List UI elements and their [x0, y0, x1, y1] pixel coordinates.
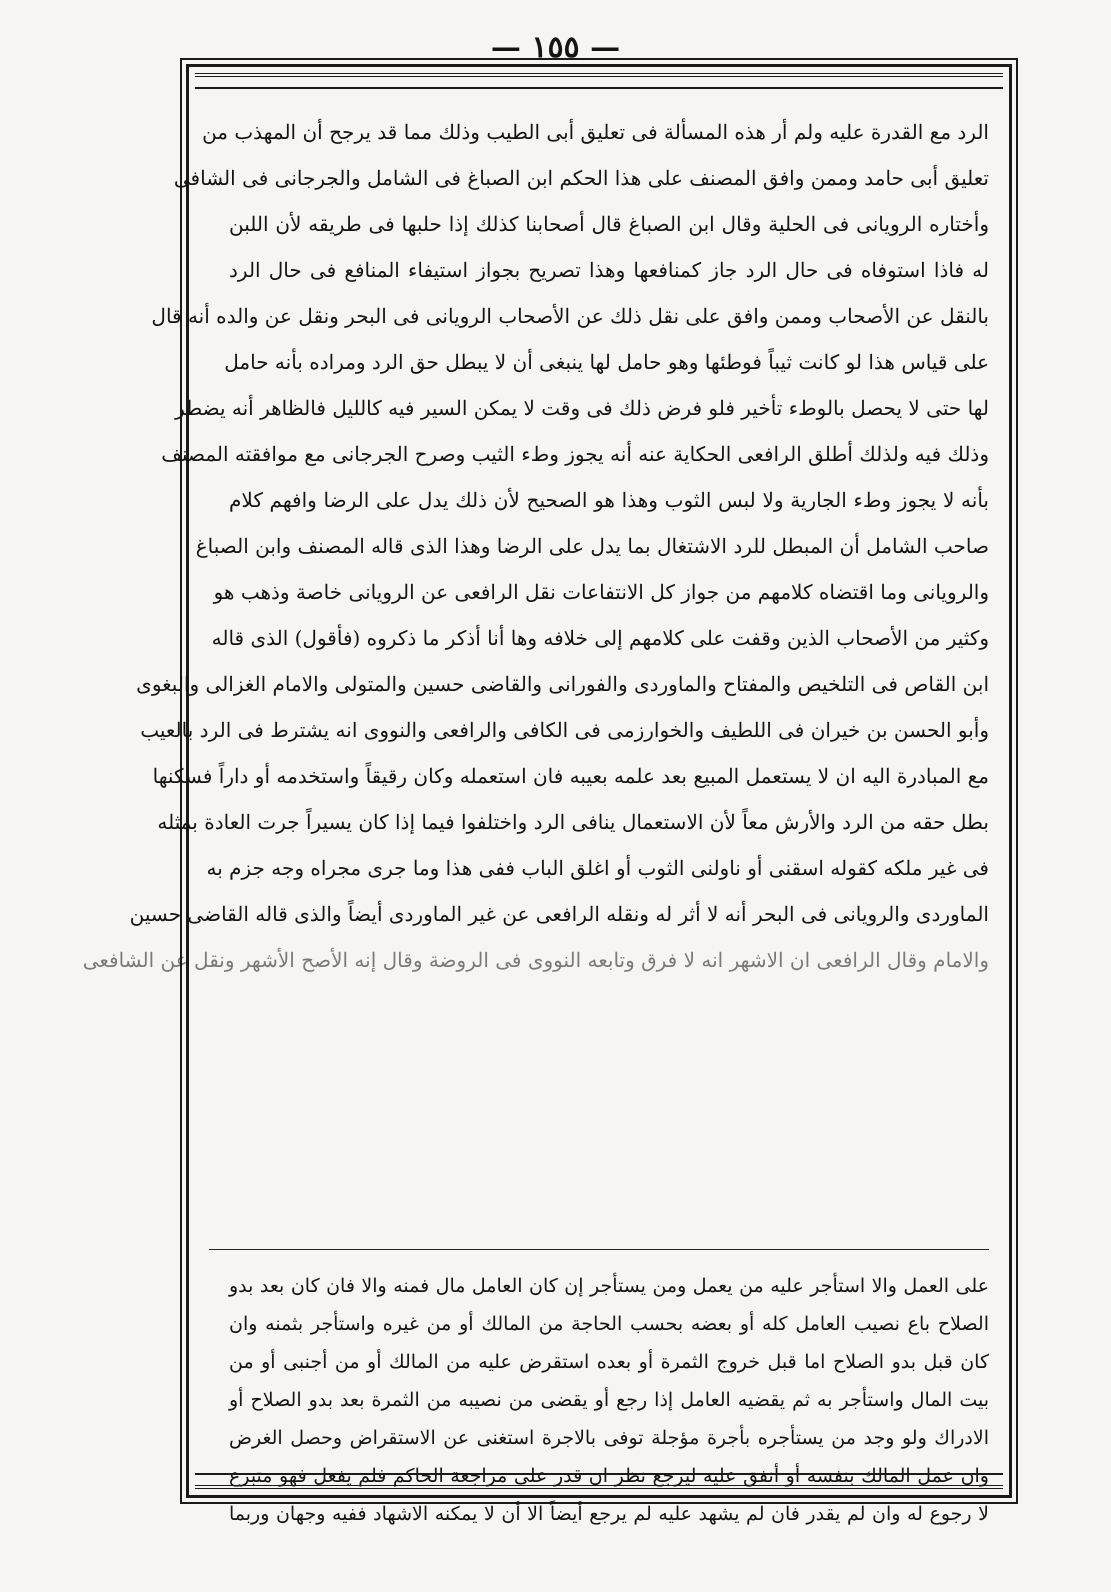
main-text-block [82, 109, 989, 1239]
text-line: الماوردى والرويانى فى البحر أنه لا أثر له ونقله الرافعى عن غير الماوردى أيضاً والذى قاله القاضى حسين [129, 902, 989, 926]
text-line: وأبو الحسن بن خيران فى اللطيف والخوارزمى فى الكافى والرافعى والنووى انه يشترط فى الرد بالعيب [140, 718, 989, 742]
text-line: له فاذا استوفاه فى حال الرد جاز كمنافعها وهذا تصريح بجواز استيفاء المنافع فى حال الرد [229, 258, 989, 282]
text-line: مع المبادرة اليه ان لا يستعمل المبيع بعد علمه بعيبه فان استعمله وكان رقيقاً واستخدمه أو داراً فسكنها [152, 764, 989, 788]
text-line: على قياس هذا لو كانت ثيباً فوطئها وهو حامل لها ينبغى أن لا يبطل حق الرد ومراده بأنه حامل [224, 350, 989, 374]
text-line: ابن القاص فى التلخيص والمفتاح والماوردى والفورانى والقاضى حسين والمتولى والامام الغزالى والبغوى [136, 672, 989, 696]
text-line: تعليق أبى حامد وممن وافق المصنف على هذا الحكم ابن الصباغ فى الشامل والجرجانى فى الشافى [173, 166, 989, 190]
footnote-line: كان قبل بدو الصلاح اما قبل خروج الثمرة أو بعده استقرض عليه من المالك أو من أجنبى أو من [229, 1351, 989, 1373]
text-line: صاحب الشامل أن المبطل للرد الاشتغال بما يدل على الرضا وهذا الذى قاله المصنف وابن الصباغ [195, 534, 989, 558]
text-line: وأختاره الرويانى فى الحلية وقال ابن الصباغ قال أصحابنا كذلك إذا حلبها فى طريقه لأن اللبن [229, 212, 989, 236]
footnote-block [229, 1267, 989, 1525]
text-line: بطل حقه من الرد والأرش معاً لأن الاستعمال ينافى الرد واختلفوا فيما إذا كان يسيراً جرت العادة بمثله [157, 810, 989, 834]
footnote-line: لا رجوع له وان لم يقدر فان لم يشهد عليه لم يرجع أيضاً الا أن لا يمكنه الاشهاد ففيه وجهان وربما [229, 1503, 989, 1525]
text-line: والرويانى وما اقتضاه كلامهم من جواز كل الانتفاعات نقل الرافعى عن الرويانى خاصة وذهب هو [213, 580, 989, 604]
page-number: — ١٥٥ — [490, 30, 621, 65]
footnote-line: الصلاح باع نصيب العامل كله أو بعضه بحسب الحاجة من المالك أو من غيره واستأجر بثمنه وان [229, 1313, 989, 1335]
footnote-separator [209, 1249, 989, 1250]
text-line: فى غير ملكه كقوله اسقنى أو ناولنى الثوب أو اغلق الباب ففى هذا وما جرى مجراه وجه جزم به [206, 856, 989, 880]
text-line: والامام وقال الرافعى ان الاشهر انه لا فرق وتابعه النووى فى الروضة وقال إنه الأصح الأشهر ونقل عن الشافعى [82, 948, 989, 972]
text-line: لها حتى لا يحصل بالوطء تأخير فلو فرض ذلك فى وقت لا يمكن السير فيه كالليل فالظاهر أنه يضطر [175, 396, 989, 420]
text-line: بأنه لا يجوز وطء الجارية ولا لبس الثوب وهذا هو الصحيح لأن ذلك يدل على الرضا وافهم كلام [229, 488, 989, 512]
footnote-line: على العمل والا استأجر عليه من يعمل ومن يستأجر إن كان العامل مال فمنه والا فان كان بعد بدو [229, 1275, 989, 1297]
text-line: وكثير من الأصحاب الذين وقفت على كلامهم إلى خلافه وها أنا أذكر ما ذكروه (فأقول) الذى قاله [211, 626, 989, 650]
footnote-line: الادراك ولو وجد من يستأجره بأجرة مؤجلة توفى بالاجرة استغنى عن الاستقراض وحصل الغرض [229, 1427, 989, 1449]
frame-bottom-border [195, 1473, 1003, 1489]
text-line: وذلك فيه ولذلك أطلق الرافعى الحكاية عنه أنه يجوز وطء الثيب وصرح الجرجانى مع موافقته المصنف [161, 442, 989, 466]
page-frame [82, 64, 1012, 1525]
text-line: الرد مع القدرة عليه ولم أر هذه المسألة فى تعليق أبى الطيب وذلك مما قد يرجح أن المهذب من [202, 120, 989, 144]
footnote-line: وان عمل المالك بنفسه أو أنفق عليه ليرجع نظر ان قدر على مراجعة الحاكم فلم يفعل فهو متبرع [229, 1465, 989, 1487]
frame-top-border [195, 73, 1003, 89]
text-line: بالنقل عن الأصحاب وممن وافق على نقل ذلك عن الأصحاب الرويانى فى البحر ونقل عن والده أنه قال [151, 304, 989, 328]
footnote-line: بيت المال واستأجر به ثم يقضيه العامل إذا رجع أو يقضى من نصيبه من الثمرة بعد بدو الصلاح أو [229, 1389, 989, 1411]
